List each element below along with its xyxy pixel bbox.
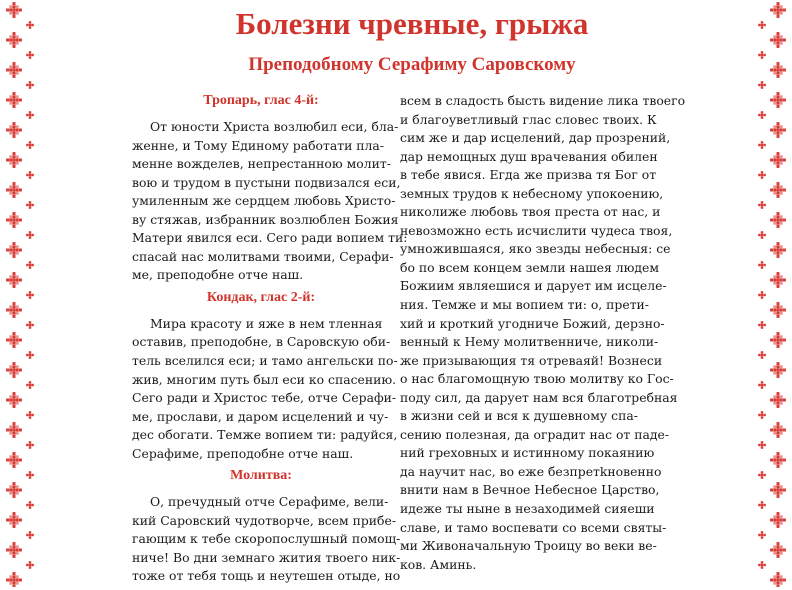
text-line: От юности Христа возлюбил еси, бла- (150, 119, 399, 134)
ornament-motif (770, 392, 786, 408)
ornament-motif (6, 212, 22, 228)
ornament-dot (26, 81, 34, 89)
text-line: вою и трудом в пустыни подвизался еси, (132, 174, 401, 190)
text-line: умиленным же сердцем любовь Христо- (132, 193, 396, 209)
kontakion-text (132, 315, 398, 463)
ornament-motif (6, 422, 22, 438)
text-line: ме, преподобне отче наш. (132, 267, 304, 283)
text-line: кий Саровский чудотворче, всем прибе- (132, 512, 397, 528)
ornament-motif (770, 272, 786, 288)
troparion-heading: Тропарь, глас 4-й: (203, 93, 319, 108)
text-line: О, пречудный отче Серафиме, вели- (150, 494, 389, 510)
ornament-motif (770, 542, 786, 558)
text-line: внити нам в Вечное Небесное Царство, (400, 482, 660, 498)
text-line: николиже любовь твоя преста от нас, и (400, 204, 661, 220)
ornament-dot (26, 51, 34, 59)
ornament-motif (770, 572, 786, 587)
ornament-dot (758, 501, 766, 509)
text-line: славе, и тамо воспевати со всеми святы- (400, 519, 667, 535)
ornament-motif (770, 62, 786, 78)
text-line: женне, и Тому Единому работати пла- (132, 137, 384, 153)
ornament-dot (26, 561, 34, 569)
ornament-motif (770, 452, 786, 468)
text-line: всем в сладость бысть видение лика твоего (400, 93, 686, 108)
page-title: Болезни чревные, грыжа (235, 6, 589, 41)
ornament-border-right (748, 0, 792, 587)
ornament-motif (6, 542, 22, 558)
troparion-text (132, 118, 408, 285)
prayer-text-start (132, 493, 401, 586)
ornament-dot (758, 381, 766, 389)
ornament-dot (758, 51, 766, 59)
ornament-dot (758, 141, 766, 149)
text-line: Матери явился еси. Сего ради вопием ти: (132, 230, 408, 246)
ornament-motif (6, 62, 22, 78)
ornament-dot (758, 351, 766, 359)
text-line: сению полезная, да оградит нас от паде- (400, 426, 670, 442)
text-line: о нас благомощную твою молитву ко Гос- (400, 371, 674, 387)
ornament-dot (26, 291, 34, 299)
text-line: гающим к тебе скоропослушный помощ- (132, 531, 401, 547)
ornament-motif (770, 422, 786, 438)
ornament-motif (770, 92, 786, 108)
ornament-dot (758, 261, 766, 269)
ornament-dot (26, 141, 34, 149)
ornament-motif (6, 122, 22, 138)
text-line: ми Живоначальную Троицу во веки ве- (400, 538, 657, 554)
ornament-motif (6, 92, 22, 108)
ornament-motif (770, 482, 786, 498)
text-line: да научит нас, во еже безпретkновенно (400, 463, 662, 479)
ornament-motif (6, 32, 22, 48)
ornament-dot (758, 231, 766, 239)
text-line: Серафиме, преподобне отче наш. (132, 445, 354, 461)
ornament-dot (26, 21, 34, 29)
text-line: поду сил, да дарует нам вся благотребная (400, 389, 678, 405)
text-line: оставив, преподобне, в Саровскую оби- (132, 334, 391, 350)
ornament-motif (770, 332, 786, 348)
text-line: дес обогати. Темже вопием ти: радуйся, (132, 427, 398, 443)
ornament-dot (758, 321, 766, 329)
ornament-motif (770, 302, 786, 318)
ornament-dot (758, 411, 766, 419)
ornament-dot (26, 231, 34, 239)
ornament-dot (758, 21, 766, 29)
text-line: ме, прослави, и даром исцелений и чу- (132, 408, 389, 424)
prayer-heading: Молитва: (230, 468, 292, 484)
ornament-dot (26, 111, 34, 119)
left-column (132, 92, 408, 590)
ornament-motif (6, 152, 22, 168)
ornament-dot (758, 561, 766, 569)
text-line: и благоуветливый глас словес твоих. К (400, 111, 657, 127)
ornament-dot (26, 531, 34, 539)
ornament-dot (758, 201, 766, 209)
text-line: в тебе явися. Егда же призва тя Бог от (400, 167, 657, 183)
ornament-motif (770, 122, 786, 138)
ornament-motif (770, 212, 786, 228)
text-line: же призывающия тя отреваяй! Вознеси (400, 352, 663, 368)
ornament-dot (26, 261, 34, 269)
kontakion-heading: Кондак, глас 2-й: (206, 289, 316, 305)
ornament-motif (6, 452, 22, 468)
text-line: дар немощных душ врачевания обилен (400, 148, 658, 164)
text-line: ниче! Во дни земнаго жития твоего ник- (132, 549, 401, 565)
ornament-motif (6, 512, 22, 528)
ornament-motif (6, 572, 22, 587)
ornament-dot (26, 321, 34, 329)
ornament-motif (6, 482, 22, 498)
ornament-border-left (0, 0, 44, 587)
text-line: венный к Нему молитвенниче, николи- (400, 334, 659, 350)
ornament-motif (770, 362, 786, 378)
ornament-motif (6, 242, 22, 258)
text-line: Божиим являешися и дарует им исцеле- (400, 278, 667, 294)
text-line: хий и кроткий угодниче Божий, дерзно- (400, 315, 665, 331)
prayer-text-continued (400, 92, 686, 574)
ornament-dot (26, 501, 34, 509)
text-line: невозможно есть исчислити чудеса твоя, (400, 222, 673, 238)
ornament-motif (6, 182, 22, 198)
text-line: тоже от тебя тощь и неутешен отыде, но (132, 568, 401, 584)
ornament-motif (770, 512, 786, 528)
ornament-motif (6, 362, 22, 378)
ornament-dot (758, 471, 766, 479)
ornament-dot (26, 441, 34, 449)
ornament-dot (26, 471, 34, 479)
right-column (400, 92, 686, 578)
ornament-dot (758, 531, 766, 539)
text-line: спасай нас молитвами твоими, Серафи- (132, 248, 394, 264)
ornament-dot (758, 291, 766, 299)
ornament-motif (770, 242, 786, 258)
text-line: жив, многим путь был еси ко спасению. (132, 371, 397, 387)
text-line: умножившаяся, яко звезды небесныя: се (400, 241, 671, 257)
ornament-motif (6, 272, 22, 288)
ornament-motif (6, 302, 22, 318)
ornament-motif (6, 392, 22, 408)
text-line: ния. Темже и мы вопием ти: о, прети- (400, 297, 649, 313)
prayer-page (128, 0, 696, 587)
text-line: менне вожделев, непрестанною молит- (132, 156, 391, 172)
ornament-dot (26, 381, 34, 389)
text-line: сим же и дар исцелений, дар прозрений, (400, 130, 671, 146)
ornament-dot (758, 81, 766, 89)
ornament-dot (26, 351, 34, 359)
text-line: земных трудов к небесному упокоению, (400, 185, 664, 201)
ornament-dot (26, 411, 34, 419)
text-line: Мира красоту и яже в нем тленная (150, 315, 383, 331)
ornament-motif (770, 182, 786, 198)
ornament-motif (770, 2, 786, 18)
text-line: Сего ради и Христос тебе, отче Серафи- (132, 390, 397, 406)
ornament-dot (758, 171, 766, 179)
ornament-dot (26, 201, 34, 209)
text-line: бо по всем концем земли нашея людем (400, 259, 659, 275)
ornament-motif (6, 2, 22, 18)
ornament-motif (770, 152, 786, 168)
ornament-dot (758, 441, 766, 449)
text-line: тель вселился еси; и тамо ангельски по- (132, 353, 398, 369)
ornament-motif (6, 332, 22, 348)
ornament-dot (26, 171, 34, 179)
text-line: ву стяжав, избранник возлюблен Божия (132, 211, 399, 227)
ornament-dot (758, 111, 766, 119)
ornament-motif (770, 32, 786, 48)
text-line: в жизни сей и вся к душевному спа- (400, 408, 638, 424)
page-subtitle: Преподобному Серафиму Саровскому (248, 54, 576, 75)
text-line: идеже ты ныне в незаходимей сияеши (400, 501, 655, 517)
text-line: ний греховных и истинному покаянию (400, 445, 655, 461)
text-line: ков. Аминь. (400, 556, 477, 572)
